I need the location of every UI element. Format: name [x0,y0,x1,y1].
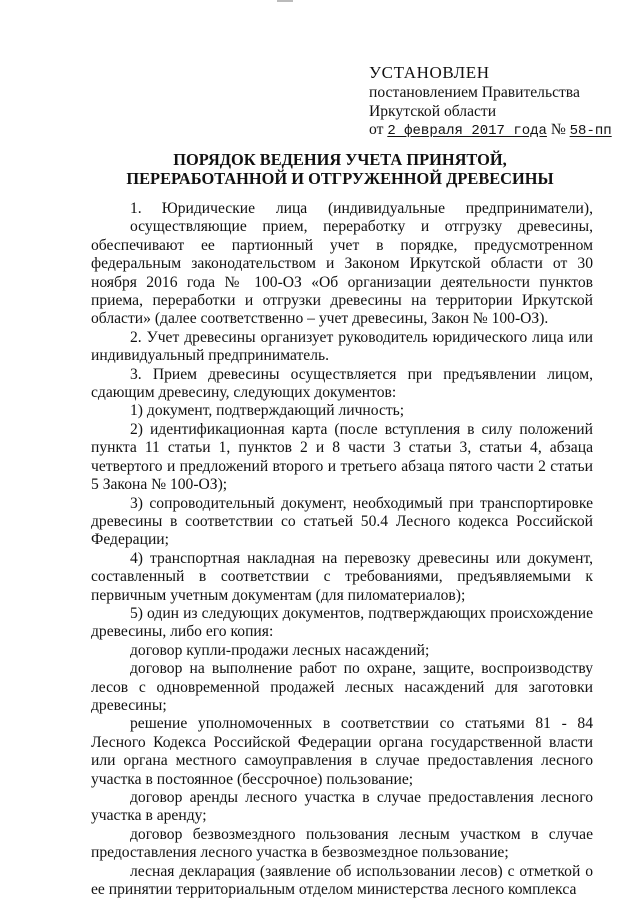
sub-item-3: решение уполномоченных в соответствии со статьями 81 - 84 Лесного Кодекса Российской Федерации органа государственной власти или органа местного самоуправления в случае предоставления лесного участка в постоянное (бессрочное) пользование; [91,715,593,788]
paragraph-1-lead: Юридические лица (индивидуальные предприниматели), [161,200,593,217]
sub-item-1: договор купли-продажи лесных насаждений; [130,641,430,659]
paragraph-1-number: 1. [130,200,142,217]
list-item-2: 2) идентификационная карта (после вступления в силу положений пункта 11 статьи 1, пунктов 2 и 8 части 3 статьи 3, статьи 4, абзаца четвертого и предложений второго и третьего абзаца пятого части 2 статьи 5 Закона № 100-ОЗ); [91,420,593,494]
list-item-4: 4) транспортная накладная на перевозку древесины или документ, составленный в соответствии с требованиями, предъявляемыми к первичным учетным документам (для пиломатериалов); [91,549,593,604]
title-line-2: ПЕРЕРАБОТАННОЙ И ОТГРУЖЕННОЙ ДРЕВЕСИНЫ [126,169,554,188]
paragraph-3: 3. Прием древесины осуществляется при предъявлении лицом, сдающим древесину, следующих документов: [91,365,593,402]
paragraph-1: осуществляющие прием, переработку и отгрузку древесины, обеспечивают ее партионный учет в порядке, предусмотренном федеральным законодательством и Законом Иркутской области от 30 ноября 2016 года № 100-ОЗ «Об организации деятельности пунктов приема, переработки и отгрузки древесины на территории Иркутской области» (далее соответственно – учет древесины, Закон № 100-ОЗ). [91,218,593,328]
document-title [80,150,600,188]
number-sign: № [550,121,566,139]
approval-line-1: постановлением Правительства [369,84,580,101]
date-prefix: от [369,121,384,139]
approval-stamp-block [369,62,631,141]
date-value: 2 февраля 2017 года [387,123,547,140]
sub-item-4: договор аренды лесного участка в случае предоставления лесного участка в аренду; [91,789,593,825]
sub-item-5: договор безвозмездного пользования лесным участком в случае предоставления лесного участка в безвозмездное пользование; [91,825,593,862]
title-line-1: ПОРЯДОК ВЕДЕНИЯ УЧЕТА ПРИНЯТОЙ, [173,150,507,169]
paragraph-1-first-line [91,200,593,218]
sub-item-2: договор на выполнение работ по охране, защите, воспроизводству лесов с одновременной продажей лесных насаждений для заготовки древесины; [91,660,593,714]
scan-edge-mark [277,0,293,2]
approval-date-line [369,121,631,141]
approval-line-2: Иркутской области [369,102,497,120]
document-body [91,200,593,899]
approval-heading: УСТАНОВЛЕН [369,63,490,82]
list-item-1: 1) документ, подтверждающий личность; [130,402,405,420]
number-value: 58-пп [569,123,612,140]
list-item-3: 3) сопроводительный документ, необходимый при транспортировке древесины в соответствии со статьей 50.4 Лесного кодекса Российской Федерации; [91,494,593,549]
paragraph-2: 2. Учет древесины организует руководитель юридического лица или индивидуальный предприниматель. [91,328,593,365]
sub-item-6: лесная декларация (заявление об использовании лесов) с отметкой о ее принятии территориальным отделом министерства лесного комплекса [91,862,593,899]
list-item-5: 5) один из следующих документов, подтверждающих происхождение древесины, либо его копия: [91,604,593,641]
